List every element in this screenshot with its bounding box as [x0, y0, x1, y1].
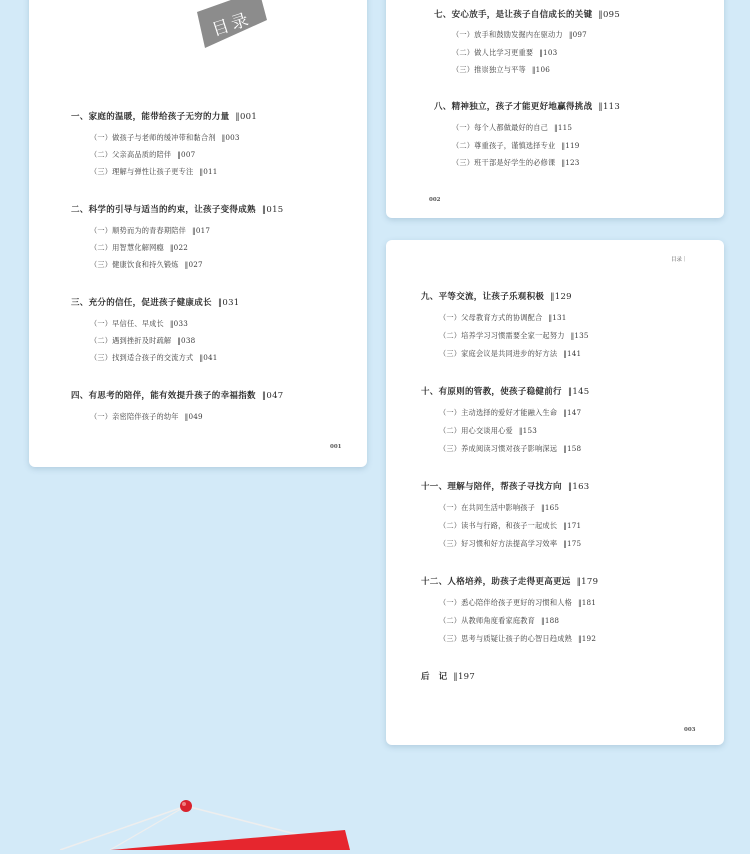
toc-item[interactable]: （三）思考与质疑让孩子的心智日趋成熟 ‖192: [439, 634, 597, 643]
toc-item[interactable]: （三）班干部是好学生的必修课 ‖123: [452, 158, 580, 167]
toc-item[interactable]: （三）推崇独立与平等 ‖106: [452, 65, 551, 74]
toc-item[interactable]: （一）每个人都做最好的自己 ‖115: [452, 123, 573, 132]
toc-item[interactable]: （一）亲密陪伴孩子的幼年 ‖049: [90, 412, 203, 421]
pin-decoration: [0, 790, 750, 850]
toc-item[interactable]: （三）找到适合孩子的交流方式 ‖041: [90, 353, 218, 362]
toc-item[interactable]: （一）父母教育方式的协调配合 ‖131: [439, 313, 567, 322]
toc-item[interactable]: （一）在共同生活中影响孩子 ‖165: [439, 503, 560, 512]
page-number: 003: [684, 727, 696, 733]
toc-item[interactable]: （二）用心交谈用心爱 ‖153: [439, 426, 538, 435]
section-title[interactable]: 八、精神独立，孩子才能更好地赢得挑战 ‖113: [434, 102, 621, 112]
toc-page-top-right: [386, 0, 724, 218]
section-title[interactable]: 后 记 ‖197: [421, 672, 476, 682]
section-title[interactable]: 三、充分的信任，促进孩子健康成长 ‖031: [71, 298, 240, 308]
running-header: 目录｜: [671, 257, 688, 263]
toc-item[interactable]: （一）放手和鼓励发掘内在驱动力 ‖097: [452, 30, 587, 39]
toc-page-bottom-right: [386, 240, 724, 745]
toc-item[interactable]: （二）父亲高品质的陪伴 ‖007: [90, 150, 196, 159]
section-title[interactable]: 一、家庭的温暖，能带给孩子无穷的力量 ‖001: [71, 112, 258, 122]
toc-item[interactable]: （三）健康饮食和持久锻炼 ‖027: [90, 260, 203, 269]
toc-page-left: [29, 0, 367, 467]
toc-item[interactable]: （三）养成阅读习惯对孩子影响深远 ‖158: [439, 444, 582, 453]
page-number: 001: [330, 444, 342, 450]
toc-item[interactable]: （二）培养学习习惯需要全家一起努力 ‖135: [439, 331, 589, 340]
toc-item[interactable]: （一）悉心陪伴给孩子更好的习惯和人格 ‖181: [439, 598, 597, 607]
toc-item[interactable]: （一）做孩子与老师的缓冲带和黏合剂 ‖003: [90, 133, 240, 142]
toc-item[interactable]: （三）理解与弹性让孩子更专注 ‖011: [90, 167, 218, 176]
section-title[interactable]: 十一、理解与陪伴，帮孩子寻找方向 ‖163: [421, 482, 590, 492]
toc-item[interactable]: （一）主动选择的爱好才能融入生命 ‖147: [439, 408, 582, 417]
section-title[interactable]: 二、科学的引导与适当的约束，让孩子变得成熟 ‖015: [71, 205, 284, 215]
toc-item[interactable]: （三）好习惯和好方法提高学习效率 ‖175: [439, 539, 582, 548]
toc-item[interactable]: （二）用智慧化解网瘾 ‖022: [90, 243, 189, 252]
section-title[interactable]: 七、安心放手，是让孩子自信成长的关键 ‖095: [434, 10, 621, 20]
page-number: 002: [429, 197, 441, 203]
toc-item[interactable]: （三）家庭会议是共同进步的好方法 ‖141: [439, 349, 582, 358]
section-title[interactable]: 四、有思考的陪伴，能有效提升孩子的幸福指数 ‖047: [71, 391, 284, 401]
toc-item[interactable]: （二）从教师角度看家庭教育 ‖188: [439, 616, 560, 625]
toc-item[interactable]: （二）读书与行路，和孩子一起成长 ‖171: [439, 521, 582, 530]
section-title[interactable]: 十、有原则的管教，使孩子稳健前行 ‖145: [421, 387, 590, 397]
section-title[interactable]: 九、平等交流，让孩子乐观积极 ‖129: [421, 292, 572, 302]
toc-item[interactable]: （二）做人比学习更重要 ‖103: [452, 48, 558, 57]
toc-item[interactable]: （二）尊重孩子，谨慎选择专业 ‖119: [452, 141, 580, 150]
section-title[interactable]: 十二、人格培养，助孩子走得更高更远 ‖179: [421, 577, 599, 587]
toc-item[interactable]: （一）顺势而为的青春期陪伴 ‖017: [90, 226, 211, 235]
toc-item[interactable]: （一）早信任、早成长 ‖033: [90, 319, 189, 328]
toc-heading: 目录: [209, 9, 254, 41]
toc-item[interactable]: （二）遇到挫折及时疏解 ‖038: [90, 336, 196, 345]
